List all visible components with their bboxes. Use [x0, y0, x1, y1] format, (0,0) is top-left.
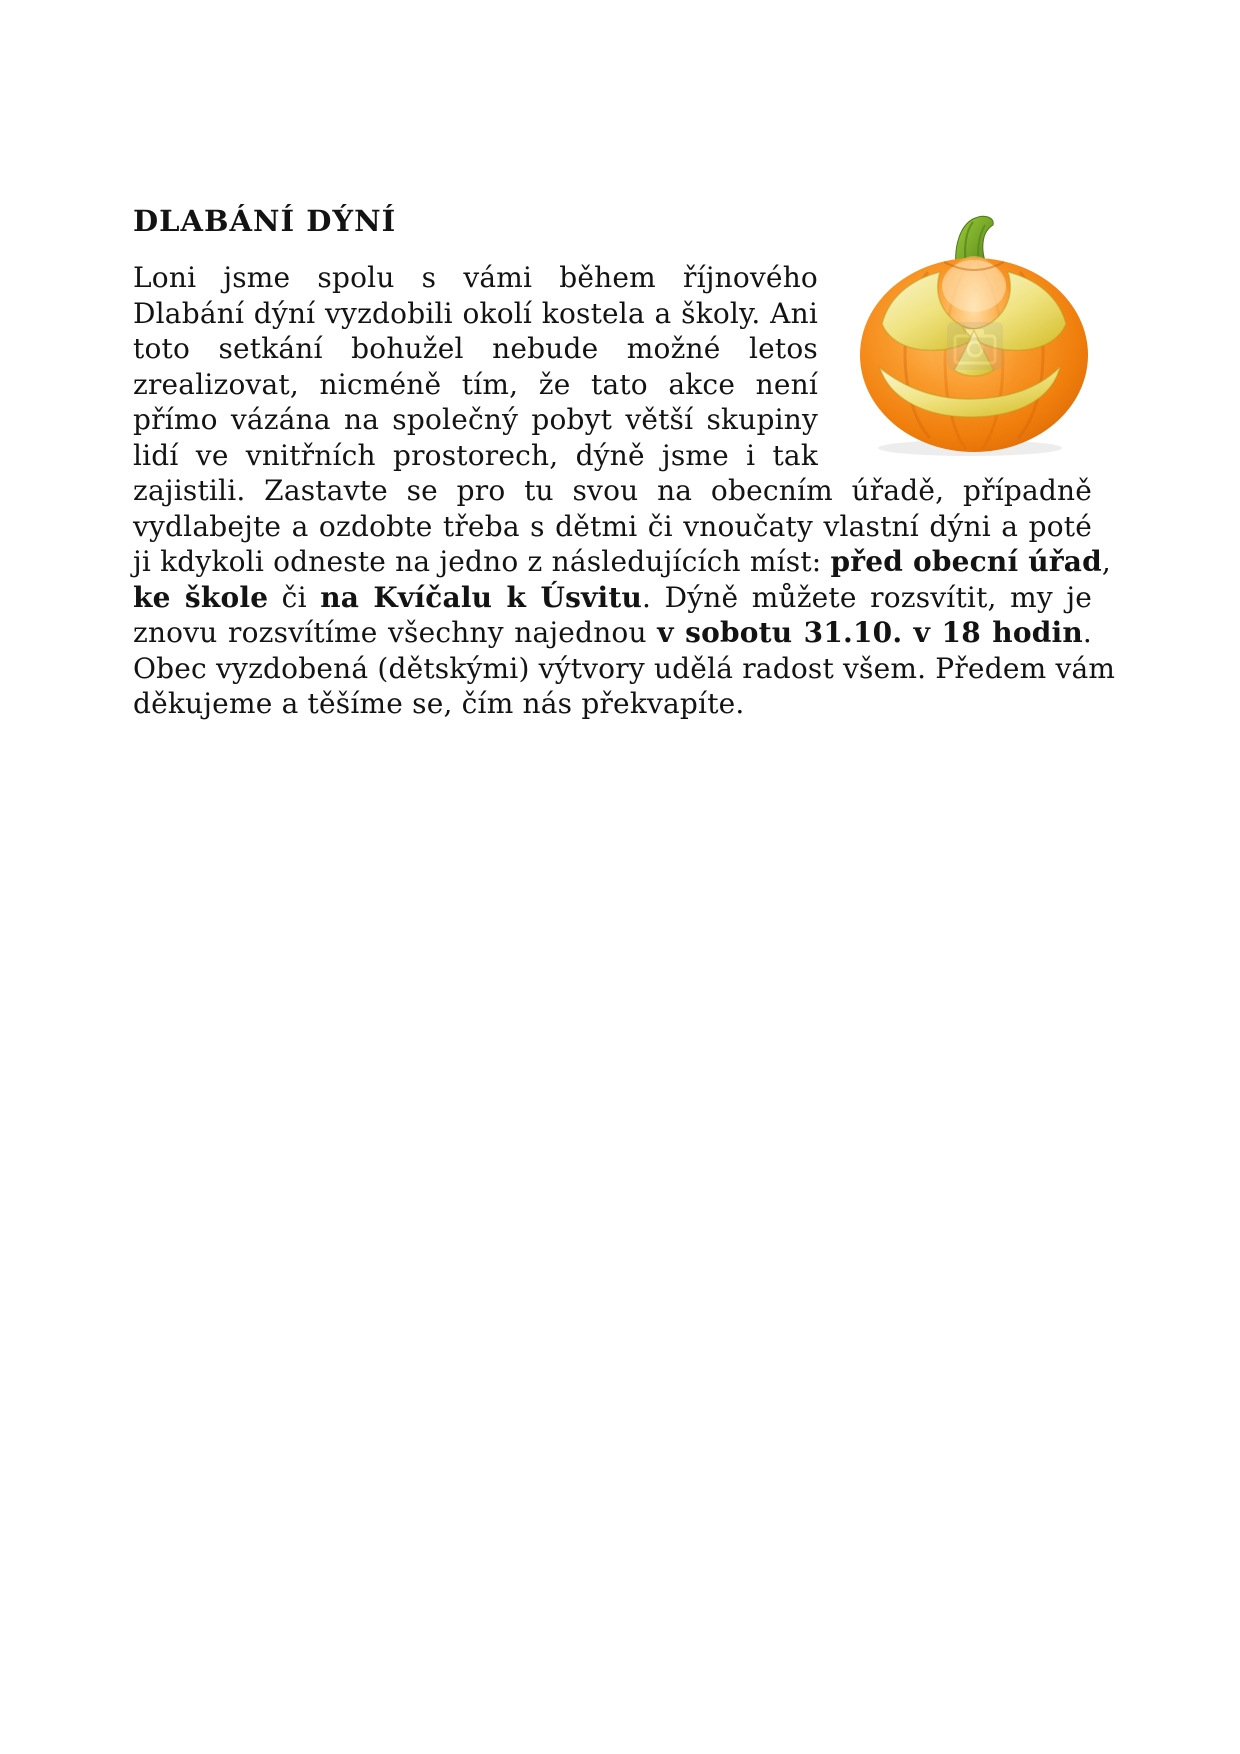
text-run: děkujeme a těšíme se, čím nás překvapíte. [133, 687, 745, 720]
paragraph-line [133, 402, 818, 438]
paragraph-line [133, 580, 1092, 616]
text-run: vydlabejte a ozdobte třeba s dětmi či vnoučaty vlastní dýni a poté [133, 509, 1092, 543]
bold-text-run: před obecní úřad [830, 545, 1102, 578]
text-run: zajistili. Zastavte se pro tu svou na obecním úřadě, případně [133, 474, 1092, 507]
paragraph-line [133, 367, 818, 403]
text-run: Obec vyzdobená (dětskými) výtvory udělá radost všem. Předem vám [133, 651, 1116, 685]
paragraph-line [133, 651, 1116, 687]
text-run: Loni jsme spolu s vámi během říjnového [133, 261, 818, 294]
text-run: . [1082, 616, 1092, 649]
paragraph-line [133, 686, 1092, 722]
page-title: DLABÁNÍ DÝNÍ [133, 204, 397, 238]
bold-text-run: ke škole [133, 580, 269, 614]
pumpkin-illustration [852, 212, 1096, 458]
stock-watermark-camera-icon [947, 322, 1003, 370]
paragraph-line [133, 438, 818, 474]
text-run: Dlabání dýní vyzdobili okolí kostela a školy. Ani [133, 296, 818, 330]
text-run: lidí ve vnitřních prostorech, dýně jsme i tak [133, 438, 818, 472]
text-run: zrealizovat, nicméně tím, že tato akce není [133, 367, 818, 401]
text-run: , [1101, 545, 1112, 578]
text-run: znovu rozsvítíme všechny najednou [133, 616, 658, 649]
paragraph-line [133, 331, 818, 367]
text-run: toto setkání bohužel nebude možné letos [133, 332, 818, 365]
text-run: ji kdykoli odneste na jedno z následujících míst: [133, 545, 831, 578]
paragraph-line [133, 260, 818, 296]
pumpkin-image [852, 212, 1096, 458]
bold-text-run: na Kvíčalu k Úsvitu [320, 580, 643, 614]
bold-text-run: v sobotu 31.10. v 18 hodin [657, 616, 1083, 649]
text-run: přímo vázána na společný pobyt větší skupiny [133, 403, 818, 436]
paragraph-line [133, 296, 818, 332]
paragraph-line [133, 544, 1112, 580]
paragraph-line [133, 473, 1092, 509]
text-run: či [268, 580, 321, 614]
text-run: . Dýně můžete rozsvítit, my je [642, 580, 1092, 614]
paragraph-line [133, 615, 1092, 651]
paragraph-line [133, 509, 1092, 545]
